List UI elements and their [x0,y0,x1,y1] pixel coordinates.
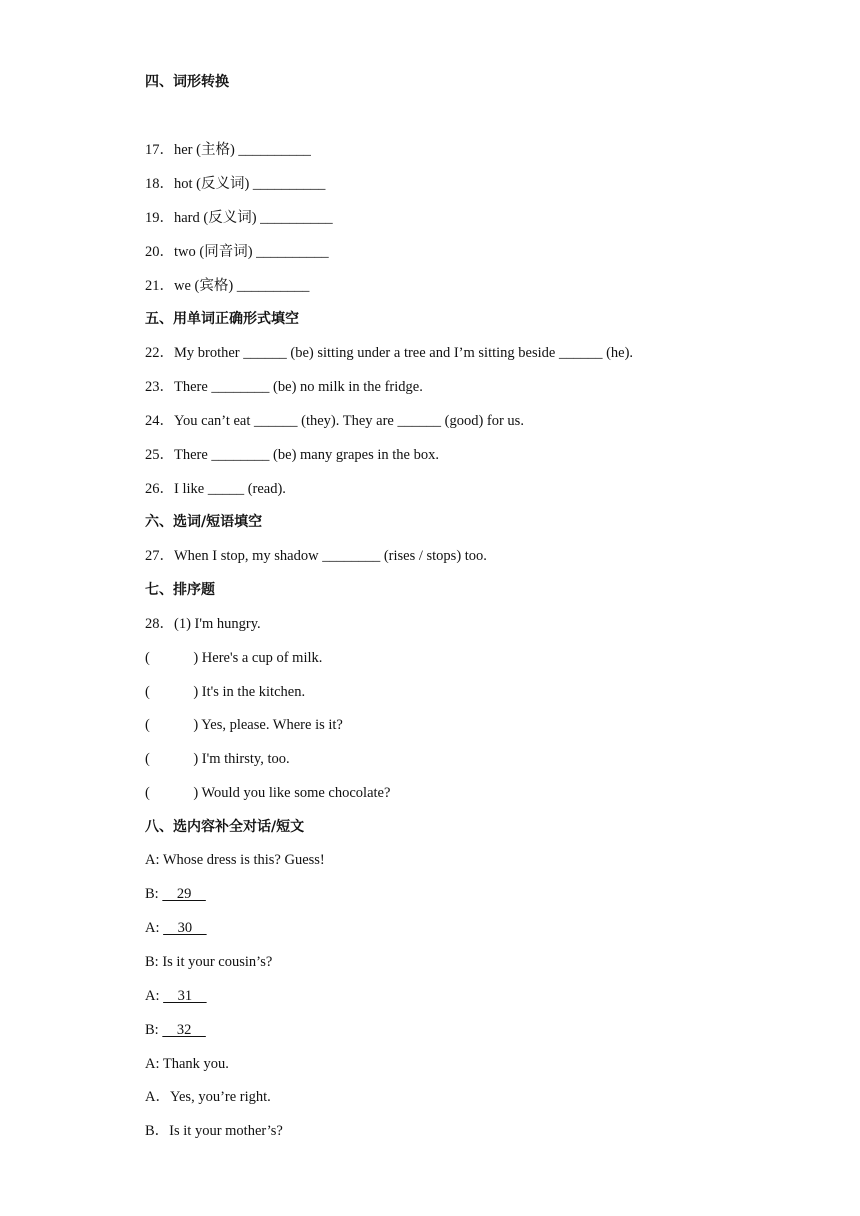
answer-blank-29: 29 [162,886,206,902]
speaker-label: B: [145,886,163,902]
order-item: ( ) It's in the kitchen. [145,684,306,700]
dialogue-line-1: A: Whose dress is this? Guess! [145,852,325,868]
question-26: 26．I like _____ (read). [145,481,286,497]
section-heading-5: 五、用单词正确形式填空 [145,311,299,327]
question-28: 28．(1) I'm hungry. [145,616,261,632]
dialogue-line-30 [145,919,207,937]
speaker-label: A: [145,920,164,936]
question-25: 25．There ________ (be) many grapes in the box. [145,447,439,463]
speaker-label: B: [145,1022,163,1038]
option-b: B．Is it your mother’s? [145,1123,283,1139]
question-19: 19．hard (反义词) __________ [145,210,333,226]
speaker-label: A: [145,988,164,1004]
dialogue-line-32 [145,1021,206,1039]
question-18: 18．hot (反义词) __________ [145,176,326,192]
answer-blank-30: 30 [163,920,207,936]
question-21: 21．we (宾格) __________ [145,278,310,294]
question-23: 23．There ________ (be) no milk in the fridge. [145,379,423,395]
question-27: 27．When I stop, my shadow ________ (rises / stops) too. [145,548,487,564]
dialogue-line-29 [145,885,206,903]
dialogue-line-4: B: Is it your cousin’s? [145,954,273,970]
section-heading-8: 八、选内容补全对话/短文 [145,819,305,835]
question-20: 20．two (同音词) __________ [145,244,329,260]
question-24: 24．You can’t eat ______ (they). They are ______ (good) for us. [145,413,524,429]
question-22: 22．My brother ______ (be) sitting under a tree and I’m sitting beside ______ (he). [145,345,634,361]
dialogue-line-7: A: Thank you. [145,1056,229,1072]
section-heading-6: 六、选词/短语填空 [145,514,263,530]
option-a: A．Yes, you’re right. [145,1089,271,1105]
order-item: ( ) Yes, please. Where is it? [145,717,343,733]
answer-blank-31: 31 [163,988,207,1004]
order-item: ( ) Would you like some chocolate? [145,785,391,801]
answer-blank-32: 32 [162,1022,206,1038]
dialogue-line-31 [145,987,207,1005]
question-17: 17．her (主格) __________ [145,142,311,158]
section-heading-4: 四、词形转换 [145,74,229,90]
section-heading-7: 七、排序题 [145,582,215,598]
order-item: ( ) I'm thirsty, too. [145,751,290,767]
order-item: ( ) Here's a cup of milk. [145,650,323,666]
